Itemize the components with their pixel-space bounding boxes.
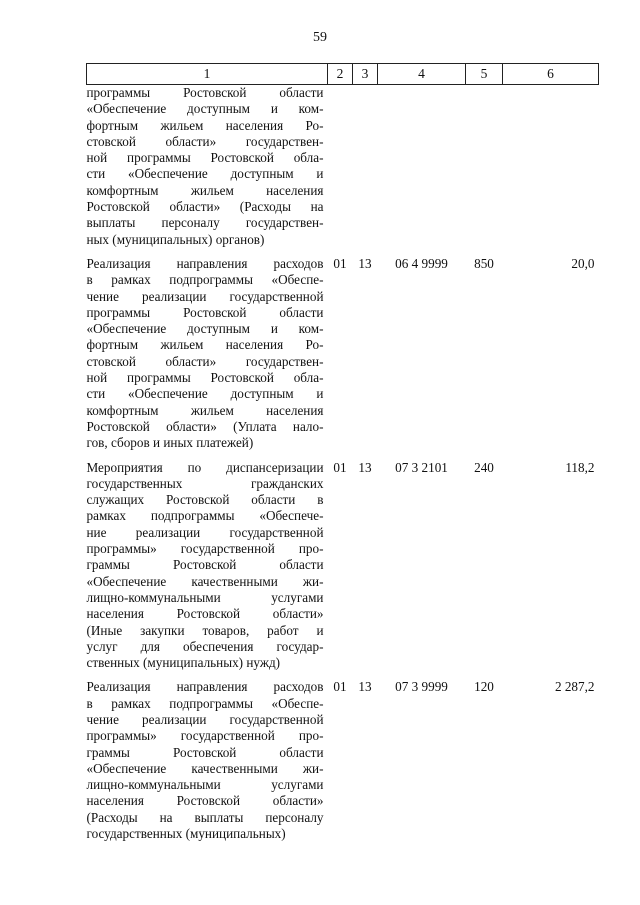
amount-value: 20,0 (571, 255, 595, 271)
table-row (87, 460, 599, 680)
description-line: в рамках подпрограммы «Обеспе- (86, 695, 324, 711)
description-line: сти «Обеспечение доступным и (86, 166, 324, 182)
row-description (87, 460, 328, 680)
description-line: программы Ростовской области (86, 85, 324, 100)
page-number: 59 (313, 30, 327, 45)
expense-type-code: 120 (474, 679, 494, 695)
description-line: Ростовской области» (Уплата нало- (86, 418, 324, 434)
description-line: «Обеспечение качественными жи- (86, 760, 324, 776)
target-item-code: 07 3 9999 (395, 679, 448, 695)
amount-value: 2 287,2 (554, 679, 595, 695)
description-line: граммы Ростовской области (86, 557, 324, 573)
description-line: (Расходы на выплаты персоналу (86, 809, 324, 825)
description-line: комфортным жильем населения (86, 402, 324, 418)
expense-type-code (466, 85, 503, 256)
subsection-code: 13 (358, 459, 372, 475)
description-line: Мероприятия по диспансеризации (86, 459, 324, 475)
description-line: «Обеспечение доступным и ком- (86, 101, 324, 117)
table-row (87, 256, 599, 460)
table-body (87, 85, 599, 851)
column-header-6: 6 (503, 64, 599, 85)
description-line: «Обеспечение доступным и ком- (86, 321, 324, 337)
subsection-code: 13 (358, 255, 372, 271)
section-code: 01 (333, 255, 347, 271)
description-line: в рамках подпрограммы «Обеспе- (86, 272, 324, 288)
subsection-code (353, 85, 378, 256)
description-line: лищно-коммунальными услугами (86, 589, 324, 605)
row-description (87, 85, 328, 256)
description-line: ственных (муниципальных) нужд) (86, 655, 281, 671)
description-line: выплаты персоналу государствен- (86, 215, 324, 231)
table-row (87, 85, 599, 256)
description-line: Реализация направления расходов (86, 255, 324, 271)
description-line: стовской области» государствен- (86, 133, 324, 149)
expense-type-code: 850 (474, 255, 494, 271)
description-line: фортным жильем населения Ро- (86, 117, 324, 133)
description-line: «Обеспечение качественными жи- (86, 573, 324, 589)
row-description (87, 256, 328, 460)
description-line: гов, сборов и иных платежей) (86, 435, 254, 451)
amount-value (503, 85, 599, 256)
column-header-4: 4 (378, 64, 466, 85)
description-line: программы» государственной про- (86, 728, 324, 744)
description-line: служащих Ростовской области в (86, 492, 324, 508)
column-header-3: 3 (353, 64, 378, 85)
description-line: ной программы Ростовской обла- (86, 370, 324, 386)
description-line: ной программы Ростовской обла- (86, 150, 324, 166)
description-line: рамках подпрограммы «Обеспече- (86, 508, 324, 524)
column-header-1: 1 (87, 64, 328, 85)
description-line: чение реализации государственной (86, 288, 324, 304)
description-line: стовской области» государствен- (86, 353, 324, 369)
description-line: государственных (муниципальных) (86, 826, 286, 842)
description-line: комфортным жильем населения (86, 182, 324, 198)
description-line: государственных гражданских (86, 475, 324, 491)
description-line: (Иные закупки товаров, работ и (86, 622, 324, 638)
table-row (87, 679, 599, 850)
subsection-code: 13 (358, 679, 372, 695)
description-line: граммы Ростовской области (86, 744, 324, 760)
section-code: 01 (333, 459, 347, 475)
section-code (328, 85, 353, 256)
column-header-2: 2 (328, 64, 353, 85)
description-line: населения Ростовской области» (86, 793, 324, 809)
description-line: населения Ростовской области» (86, 606, 324, 622)
table-header-row (87, 64, 599, 85)
description-line: услуг для обеспечения государ- (86, 638, 324, 654)
row-description (87, 679, 328, 850)
description-line: ных (муниципальных) органов) (86, 231, 265, 247)
section-code: 01 (333, 679, 347, 695)
target-item-code: 07 3 2101 (395, 459, 448, 475)
description-line: программы» государственной про- (86, 541, 324, 557)
description-line: сти «Обеспечение доступным и (86, 386, 324, 402)
expense-type-code: 240 (474, 459, 494, 475)
description-line: ние реализации государственной (86, 524, 324, 540)
description-line: чение реализации государственной (86, 711, 324, 727)
description-line: Ростовской области» (Расходы на (86, 199, 324, 215)
description-line: Реализация направления расходов (86, 679, 324, 695)
description-line: программы Ростовской области (86, 304, 324, 320)
budget-table (86, 63, 599, 850)
column-header-5: 5 (466, 64, 503, 85)
amount-value: 118,2 (565, 459, 595, 475)
description-line: лищно-коммунальными услугами (86, 777, 324, 793)
target-item-code (378, 85, 466, 256)
description-line: фортным жильем населения Ро- (86, 337, 324, 353)
target-item-code: 06 4 9999 (395, 255, 448, 271)
